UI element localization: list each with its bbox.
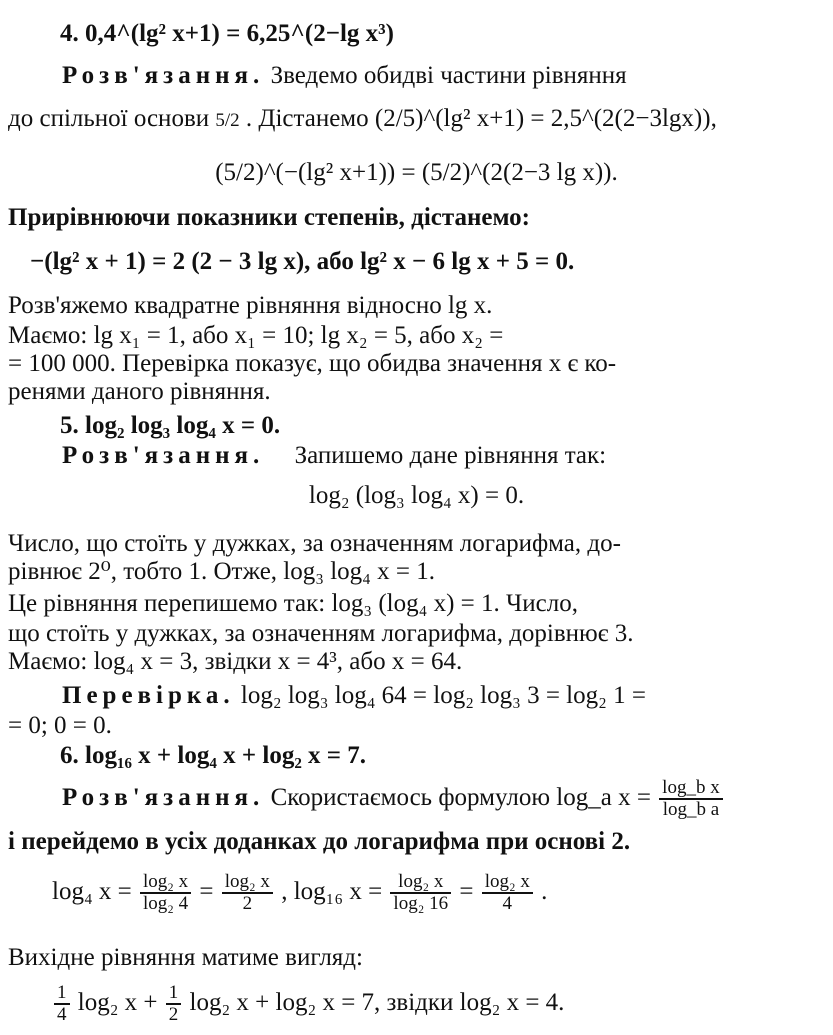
problem-4-header [60,18,833,50]
solution-heading: Розв'язання. [62,62,265,89]
fraction-quarter [54,983,70,1025]
problem-6-solution-line [62,772,833,824]
problem-6-expr1 [52,862,833,922]
fraction-1 [140,872,191,914]
fraction-denominator: log_b a [662,799,720,821]
problem-6-header [60,740,833,772]
math-expression: log₂ log₃ log₄ 64 = log₂ log₃ 3 = log₂ 1 = [240,682,646,709]
problem-4-text4 [8,202,833,234]
problem-5-check-line-2 [8,710,833,742]
fraction-denominator: log₂ 16 [393,893,449,915]
problem-6-text2 [8,826,833,858]
math-expression: = 0; 0 = 0. [8,712,112,739]
fraction-denominator: 4 [57,1004,67,1026]
math-expression: (5/2)^(−(lg² x+1)) = (5/2)^(2(2−3 lg x)). [215,159,618,186]
problem-4-text8 [8,376,833,408]
fraction-numerator: log₂ x [222,872,273,894]
problem-5-text6 [8,646,833,678]
paragraph-text: Вихідне рівняння матиме вигляд: [8,944,363,971]
fraction-denominator: 2 [242,893,253,915]
check-heading: Перевірка. [62,682,235,709]
math-expression: log₂ (log₃ log₄ x) = 0. [308,482,525,509]
problem-5-solution-line [62,440,833,472]
fraction-numerator: log_b x [659,778,723,800]
problem-6-equation: log₁₆ x + log₄ x + log₂ x = 7. [85,742,367,769]
fraction-numerator: 1 [54,983,70,1005]
paragraph-text: що стоїть у дужках, за означенням логарифма, дорівнює 3. [8,620,634,647]
equals-sign: = [459,878,474,905]
paragraph-text: Розв'яжемо квадратне рівняння відносно lg x. [8,292,493,319]
problem-5-text4 [8,588,833,620]
period: . [541,878,548,905]
fraction-denominator: log₂ 4 [143,893,189,915]
formula-fraction [659,778,723,820]
problem-5-equation: log₂ log₃ log₄ x = 0. [85,412,281,439]
problem-4-text5 [8,290,833,322]
fraction-denominator: 2 [168,1004,179,1026]
paragraph-text: Зведемо обидві частини рівняння [270,62,627,89]
base-fraction: 5/2 [215,110,240,131]
problem-4-equation: 0,4^(lg² x+1) = 6,25^(2−lg x³) [85,20,394,47]
paragraph-text: Це рівняння перепишемо так: log₃ (log₄ x) = 1. Число, [8,590,578,617]
problem-5-text3 [8,556,833,588]
fraction-half [166,983,182,1025]
paragraph-text: Прирівнюючи показники степенів, дістанемо: [8,204,530,231]
fraction-numerator: log₂ x [482,872,533,894]
math-expression: log₂ x + [77,989,158,1016]
fraction-2 [222,872,273,914]
equals-sign: = [199,878,214,905]
problem-6-expr2 [52,974,833,1032]
fraction-denominator: 4 [502,893,513,915]
fraction-numerator: log₂ x [390,872,451,894]
paragraph-text: . Дістанемо [245,105,369,132]
problem-5-label: 5. [60,412,79,439]
math-expression: , log₁₆ x = [281,878,383,905]
solution-heading: Розв'язання. [62,784,265,811]
paragraph-text: Маємо: log₄ x = 3, звідки x = 4³, або x = 64. [8,648,463,675]
fraction-numerator: log₂ x [140,872,191,894]
problem-4-label: 4. [60,20,79,47]
math-expression: −(lg² x + 1) = 2 (2 − 3 lg x), або lg² x − 6 lg x + 5 = 0. [30,248,575,275]
paragraph-text: = 100 000. Перевірка показує, що обидва значення x є ко- [8,350,617,377]
problem-4-expr2 [0,150,833,196]
fraction-numerator: 1 [166,983,182,1005]
problem-4-solution-line [62,60,833,92]
fraction-3 [390,872,451,914]
paragraph-text: Скористаємось формулою log_a x = [270,784,651,811]
paragraph-text: і перейдемо в усіх доданках до логарифма при основі 2. [8,828,631,855]
paragraph-text: Число, що стоїть у дужках, за означенням логарифма, до- [8,530,621,557]
paragraph-text: Запишемо дане рівняння так: [294,442,607,469]
math-expression: log₂ x + log₂ x = 7, звідки log₂ x = 4. [189,989,565,1016]
paragraph-text: до спільної основи [8,105,210,132]
math-expression: (2/5)^(lg² x+1) = 2,5^(2(2−3lgx)), [374,105,717,132]
solution-heading: Розв'язання. [62,442,265,469]
math-expression: log₄ x = [52,878,132,905]
paragraph-text: Маємо: lg x₁ = 1, або x₁ = 10; lg x₂ = 5, або x₂ = [8,322,504,349]
problem-4-base-line [8,96,833,144]
problem-6-label: 6. [60,742,79,769]
problem-5-expr1 [0,480,833,512]
problem-4-expr3 [30,246,833,278]
problem-6-text3 [8,942,833,974]
paragraph-text: рівнює 2⁰, тобто 1. Отже, log₃ log₄ x = 1. [8,558,435,585]
paragraph-text: ренями даного рівняння. [8,378,271,405]
problem-5-check-line [62,680,833,712]
problem-5-header [60,410,833,442]
fraction-4 [482,872,533,914]
